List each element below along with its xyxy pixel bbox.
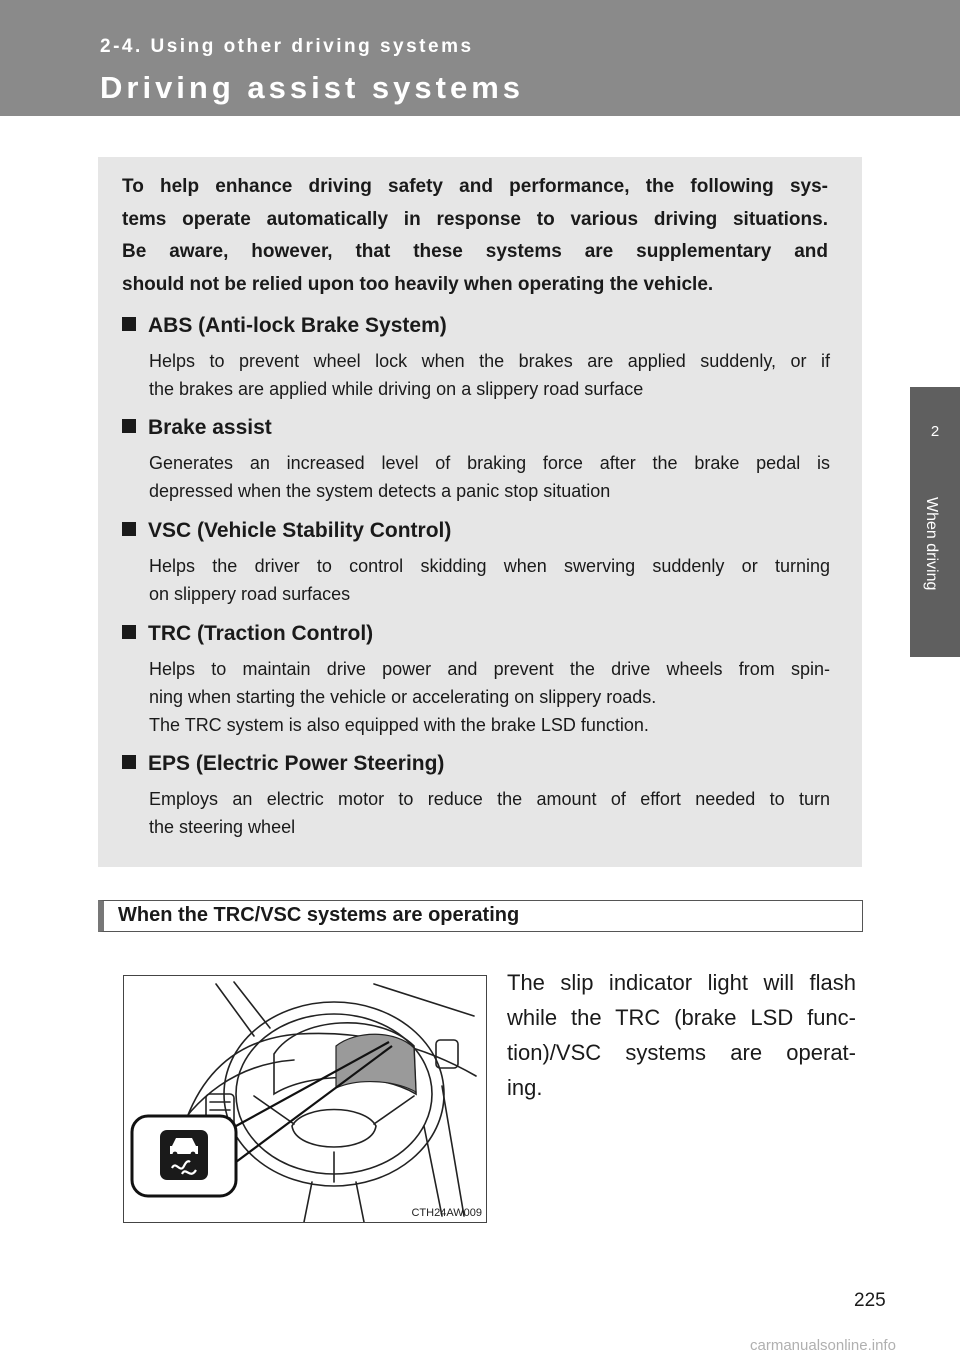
feature-brake-assist: [122, 413, 830, 505]
square-bullet-icon: [122, 419, 136, 433]
description-line: depressed when the system detects a panic stop situation: [149, 481, 611, 501]
section-subheading: [98, 900, 863, 932]
feature-vsc: [122, 516, 830, 608]
dashboard-illustration: [123, 975, 487, 1223]
description-line: The TRC system is also equipped with the brake LSD function.: [149, 715, 649, 735]
description-line: Generates an increased level of braking force after the brake pedal is: [149, 453, 830, 473]
body-paragraph: [507, 965, 856, 1105]
intro-line: should not be relied upon too heavily when operating the vehicle.: [122, 273, 714, 295]
description-line: Helps to maintain drive power and prevent the drive wheels from spin-: [149, 659, 830, 679]
body-line: tion)/VSC systems are operat-: [507, 1040, 856, 1065]
chapter-tab: [910, 387, 960, 657]
feature-description: [149, 785, 830, 841]
intro-line: tems operate automatically in response to various driving situations.: [122, 208, 828, 230]
description-line: ning when starting the vehicle or accelerating on slippery roads.: [149, 687, 657, 707]
feature-description: [149, 449, 830, 505]
feature-title: ABS (Anti-lock Brake System): [148, 314, 447, 337]
figure-code: CTH24AW009: [411, 1207, 482, 1219]
feature-eps: [122, 749, 830, 841]
square-bullet-icon: [122, 317, 136, 331]
intro-line: To help enhance driving safety and performance, the following sys-: [122, 176, 828, 197]
steering-wheel-illustration: [124, 976, 486, 1222]
intro-line: Be aware, however, that these systems are supplementary and: [122, 241, 828, 262]
feature-title: Brake assist: [148, 416, 272, 439]
subheading-text: When the TRC/VSC systems are operating: [118, 904, 520, 926]
feature-title: EPS (Electric Power Steering): [148, 752, 445, 775]
slip-indicator-icon: [160, 1130, 208, 1180]
description-line: Helps to prevent wheel lock when the brakes are applied suddenly, or if: [149, 351, 830, 371]
feature-description: [149, 552, 830, 608]
square-bullet-icon: [122, 522, 136, 536]
description-line: on slippery road surfaces: [149, 584, 351, 604]
feature-description: [149, 347, 830, 403]
page-number: 225: [854, 1290, 886, 1311]
feature-abs: [122, 311, 830, 403]
feature-title: TRC (Traction Control): [148, 622, 374, 645]
feature-description: [149, 655, 830, 739]
chapter-label: When driving: [923, 497, 940, 591]
body-line: while the TRC (brake LSD func-: [507, 1005, 856, 1030]
body-line: The slip indicator light will flash: [507, 970, 856, 995]
description-line: Employs an electric motor to reduce the amount of effort needed to turn: [149, 789, 830, 809]
page-title: Driving assist systems: [100, 70, 525, 105]
feature-title: VSC (Vehicle Stability Control): [148, 519, 452, 542]
intro-paragraph: [122, 171, 828, 301]
square-bullet-icon: [122, 755, 136, 769]
body-line: ing.: [507, 1075, 543, 1100]
square-bullet-icon: [122, 625, 136, 639]
description-line: Helps the driver to control skidding when swerving suddenly or turning: [149, 556, 830, 576]
section-label: 2-4. Using other driving systems: [100, 36, 474, 57]
chapter-number: 2: [930, 423, 940, 440]
description-line: the steering wheel: [149, 817, 296, 837]
info-box: [98, 157, 862, 867]
page-header: [0, 0, 960, 116]
description-line: the brakes are applied while driving on a slippery road surface: [149, 379, 644, 399]
feature-trc: [122, 619, 830, 739]
watermark: carmanualsonline.info: [750, 1337, 896, 1354]
